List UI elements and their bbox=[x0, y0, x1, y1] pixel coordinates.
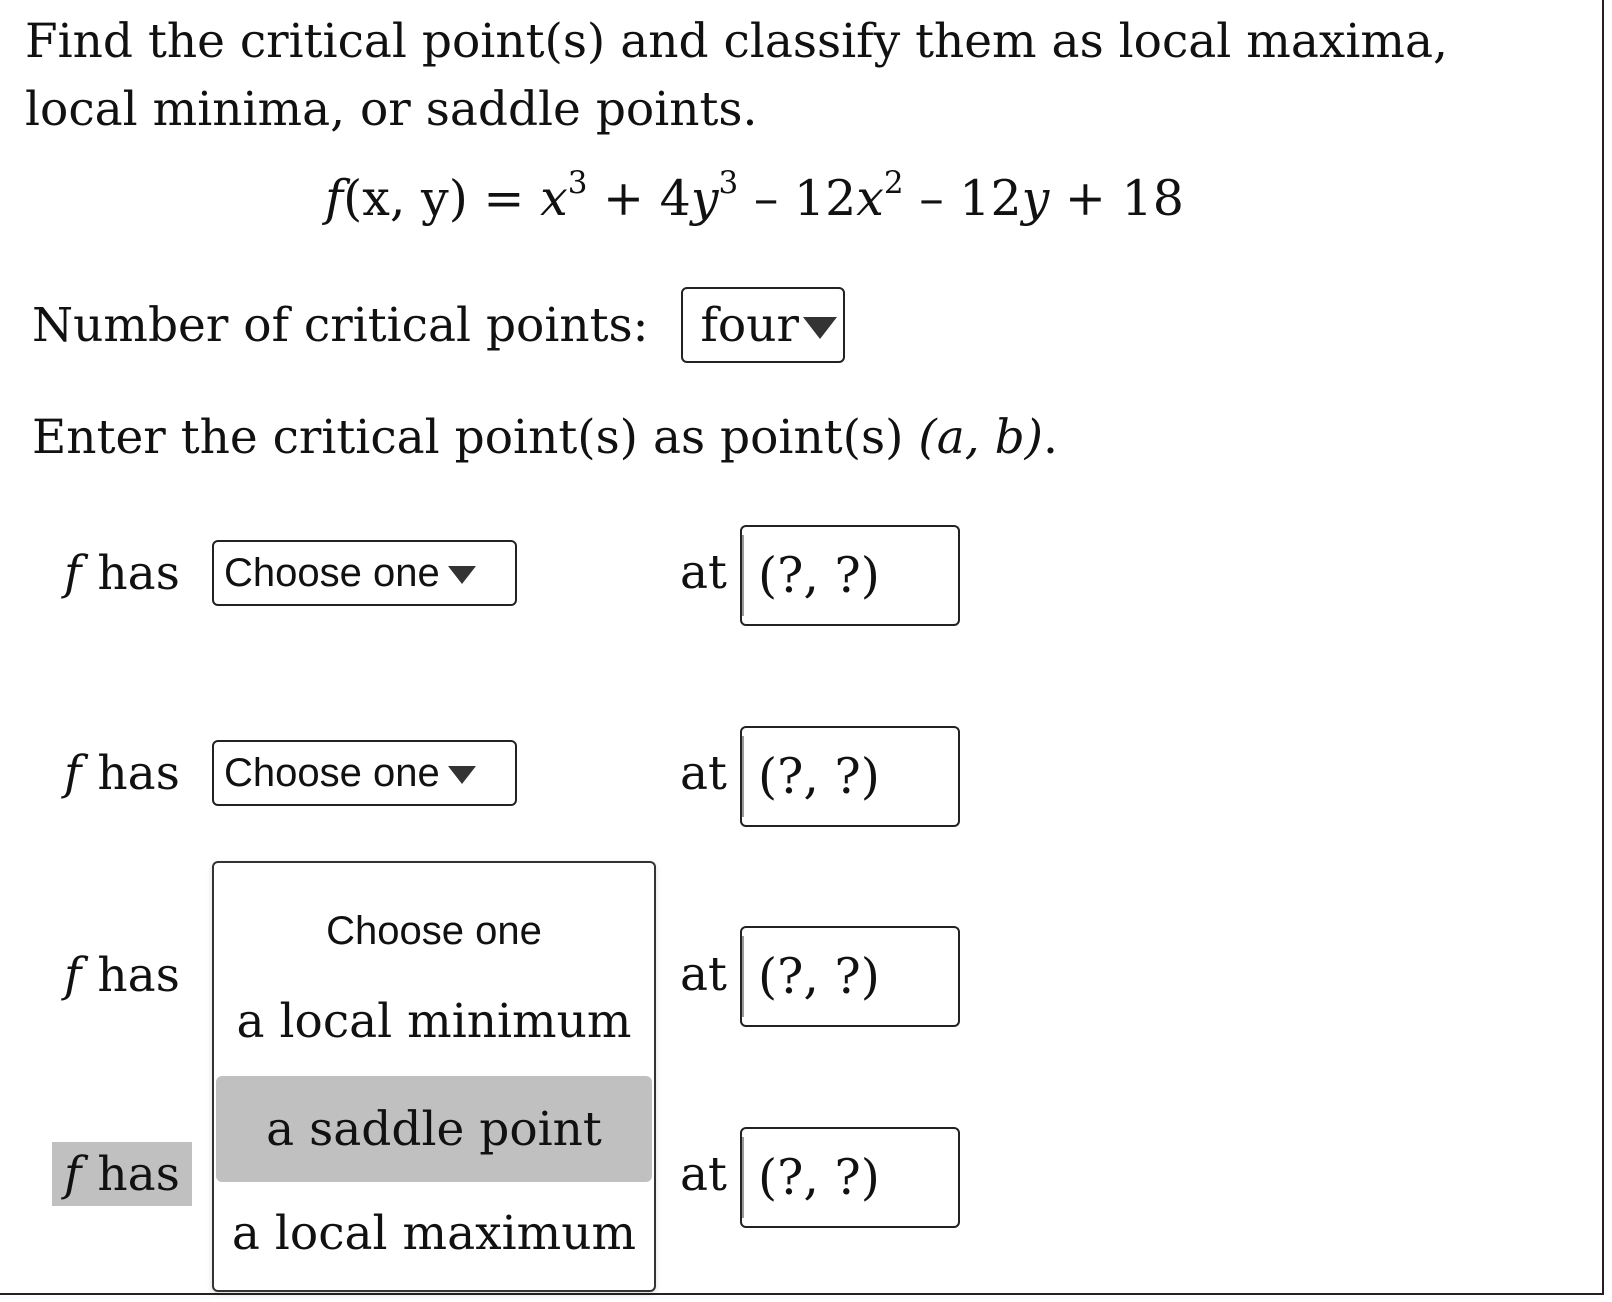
at-label: at bbox=[680, 545, 727, 600]
num-critical-label: Number of critical points: bbox=[32, 297, 649, 353]
f-symbol: f bbox=[64, 545, 82, 601]
classification-dropdown-list bbox=[212, 861, 656, 1292]
caret-down-icon bbox=[803, 317, 837, 339]
has-text: has bbox=[97, 745, 180, 801]
enter-instruction bbox=[32, 410, 1058, 465]
function-formula bbox=[325, 165, 1184, 227]
caret-down-icon bbox=[448, 566, 476, 584]
has-text: has bbox=[97, 947, 180, 1003]
caret-down-icon bbox=[448, 766, 476, 784]
exponent: 2 bbox=[883, 165, 904, 201]
dropdown-option-saddle-point[interactable]: a saddle point bbox=[216, 1076, 652, 1182]
dropdown-option-local-maximum[interactable]: a local maximum bbox=[231, 1205, 637, 1261]
instruction-text: Enter the critical point(s) as point(s) bbox=[32, 410, 919, 465]
num-critical-row bbox=[32, 285, 845, 365]
classification-value: Choose one bbox=[224, 550, 440, 595]
f-symbol: f bbox=[64, 1146, 82, 1202]
coefficient: – 12 bbox=[753, 170, 857, 227]
at-label: at bbox=[680, 1147, 727, 1202]
point-input-2[interactable] bbox=[740, 726, 960, 827]
dropdown-option-choose-one[interactable]: Choose one bbox=[326, 908, 542, 953]
f-has-label bbox=[52, 741, 192, 805]
num-critical-select[interactable] bbox=[681, 287, 845, 363]
point-format: (a, b) bbox=[918, 410, 1044, 465]
critical-point-row-1 bbox=[0, 523, 1000, 623]
term-x: x bbox=[856, 170, 884, 227]
point-value: (?, ?) bbox=[758, 547, 880, 604]
dropdown-option-local-minimum[interactable]: a local minimum bbox=[236, 993, 632, 1049]
classification-value: Choose one bbox=[224, 750, 440, 795]
has-text: has bbox=[97, 545, 180, 601]
point-input-1[interactable] bbox=[740, 525, 960, 626]
period: . bbox=[1043, 410, 1058, 465]
question-prompt: Find the critical point(s) and classify them as local maxima, local minima, or saddle points. bbox=[25, 14, 1448, 137]
term-x: x bbox=[540, 170, 568, 227]
function-name: f bbox=[325, 170, 344, 227]
classification-select-1[interactable] bbox=[212, 540, 517, 606]
f-has-label bbox=[52, 943, 192, 1007]
at-label: at bbox=[680, 746, 727, 801]
num-critical-value: four bbox=[700, 297, 799, 353]
term-y: y bbox=[690, 170, 719, 227]
point-input-4[interactable] bbox=[740, 1127, 960, 1228]
equals-sign: = bbox=[483, 170, 525, 227]
point-input-3[interactable] bbox=[740, 926, 960, 1027]
f-symbol: f bbox=[64, 745, 82, 801]
constant: + 18 bbox=[1064, 170, 1184, 227]
point-value: (?, ?) bbox=[758, 948, 880, 1005]
function-args: (x, y) bbox=[343, 170, 468, 227]
point-value: (?, ?) bbox=[758, 748, 880, 805]
exponent: 3 bbox=[718, 165, 739, 201]
f-symbol: f bbox=[64, 947, 82, 1003]
point-value: (?, ?) bbox=[758, 1149, 880, 1206]
at-label: at bbox=[680, 947, 727, 1002]
has-text: has bbox=[97, 1146, 180, 1202]
critical-point-row-2 bbox=[0, 724, 1000, 824]
coefficient: – 12 bbox=[919, 170, 1022, 227]
classification-select-2[interactable] bbox=[212, 740, 517, 806]
f-has-label bbox=[52, 541, 192, 605]
f-has-label bbox=[52, 1142, 192, 1206]
coefficient: + 4 bbox=[603, 170, 691, 227]
exponent: 3 bbox=[567, 165, 588, 201]
term-y: y bbox=[1021, 170, 1050, 227]
